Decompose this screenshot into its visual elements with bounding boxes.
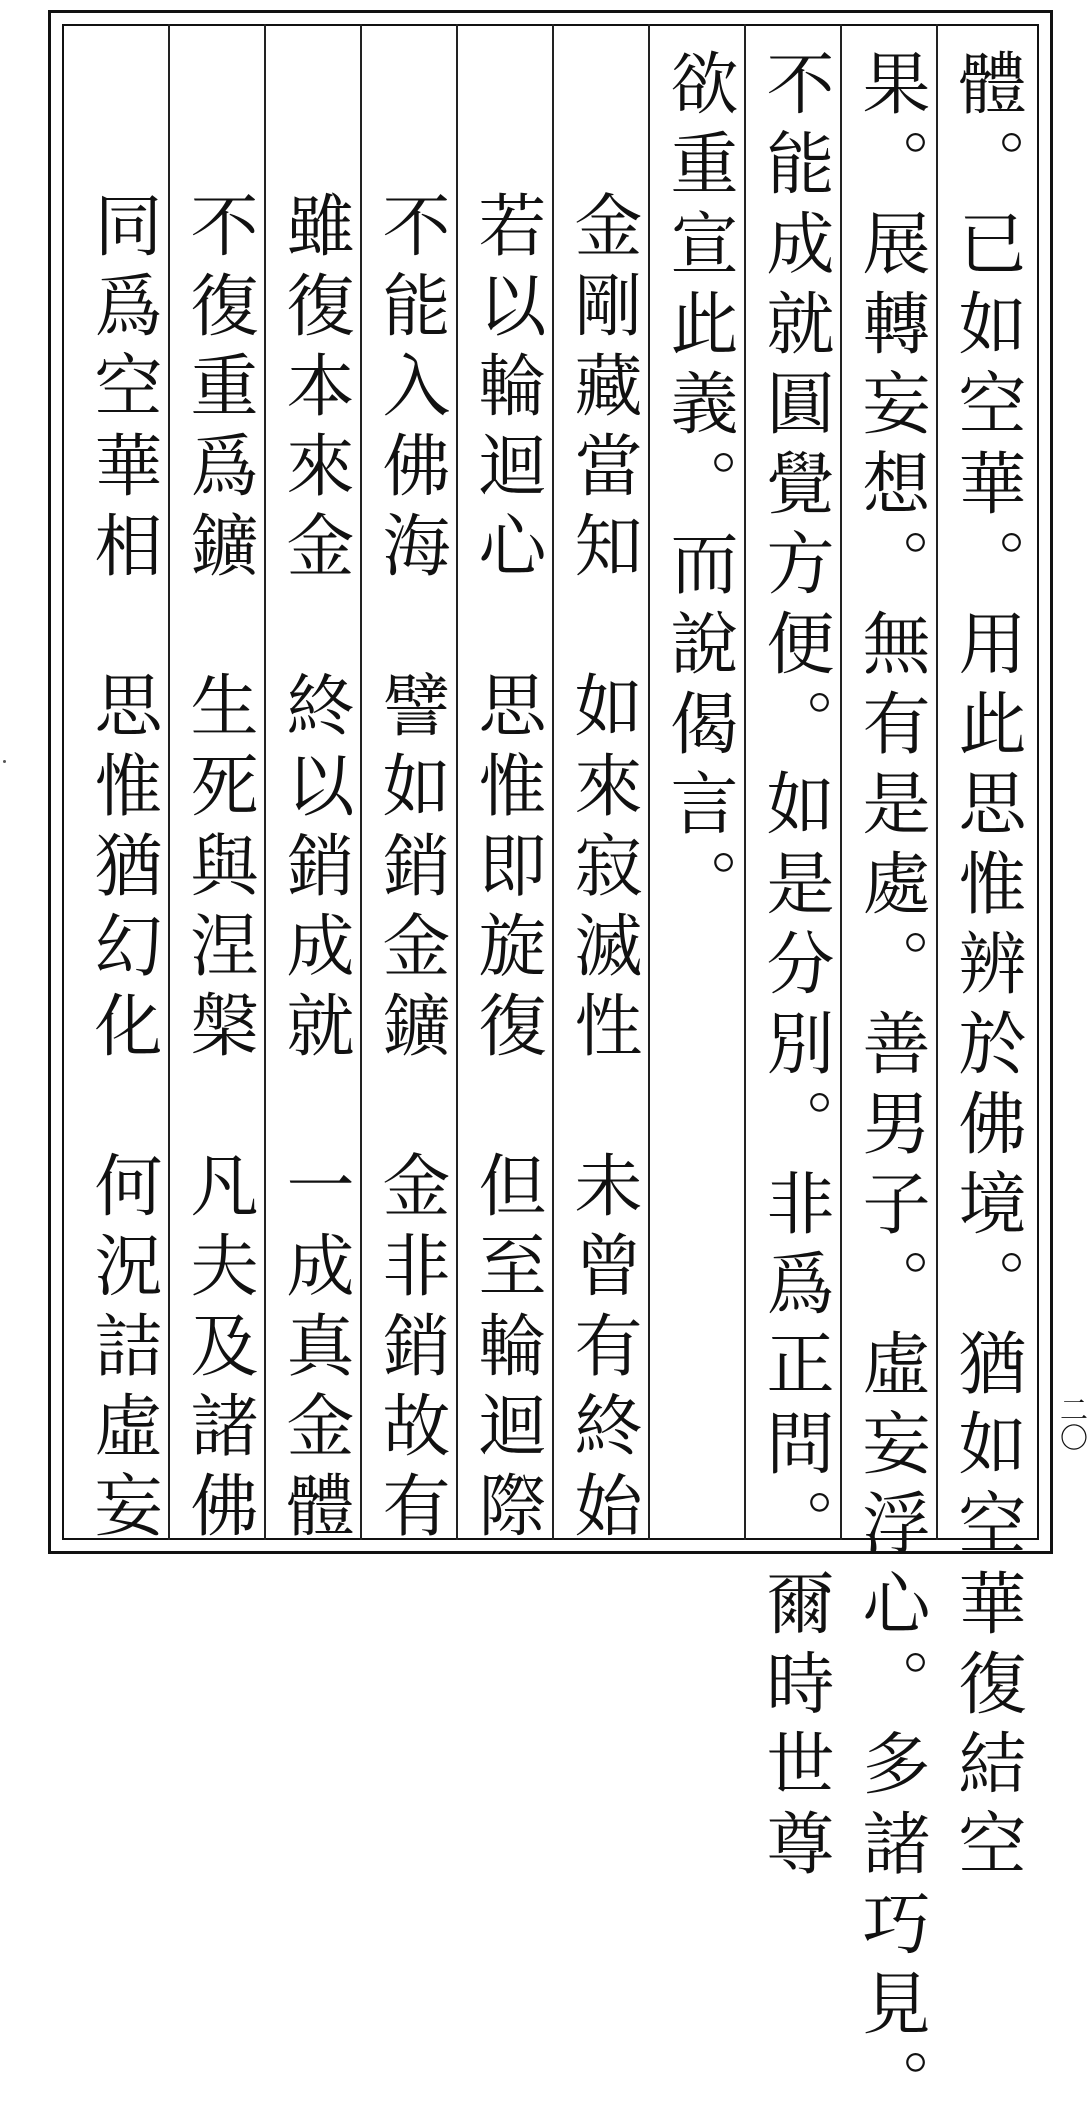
verse-column-5: 不復重爲鑛 生死與涅槃 凡夫及諸佛 — [179, 190, 258, 1550]
verse-column-6: 同爲空華相 思惟猶幻化 何況詰虛妄 — [83, 190, 162, 1550]
verse-column-4: 雖復本來金 終以銷成就 一成真金體 — [275, 190, 354, 1550]
column-rule — [840, 24, 842, 1540]
column-rule — [936, 24, 938, 1540]
column-rule — [744, 24, 746, 1540]
verse-column-2: 若以輪迴心 思惟即旋復 但至輪迴際 — [467, 190, 546, 1550]
page-number: 二〇 — [1056, 1395, 1089, 1451]
column-rule — [168, 24, 170, 1540]
column-rule — [456, 24, 458, 1540]
text-column-2: 果。展轉妄想。無有是處。善男子。虛妄浮心。多諸巧見。 — [851, 48, 930, 2128]
column-rule — [360, 24, 362, 1540]
margin-mark — [3, 760, 6, 763]
column-rule — [648, 24, 650, 1540]
column-rule — [552, 24, 554, 1540]
verse-column-1: 金剛藏當知 如來寂滅性 未曾有終始 — [563, 190, 642, 1550]
verse-column-3: 不能入佛海 譬如銷金鑛 金非銷故有 — [371, 190, 450, 1550]
text-column-3: 不能成就圓覺方便。如是分別。非爲正問。爾時世尊 — [755, 48, 834, 1888]
column-rule — [264, 24, 266, 1540]
text-column-1: 體。已如空華。用此思惟辨於佛境。猶如空華復結空 — [947, 48, 1026, 1888]
text-column-4: 欲重宣此義。而說偈言。 — [659, 48, 738, 928]
